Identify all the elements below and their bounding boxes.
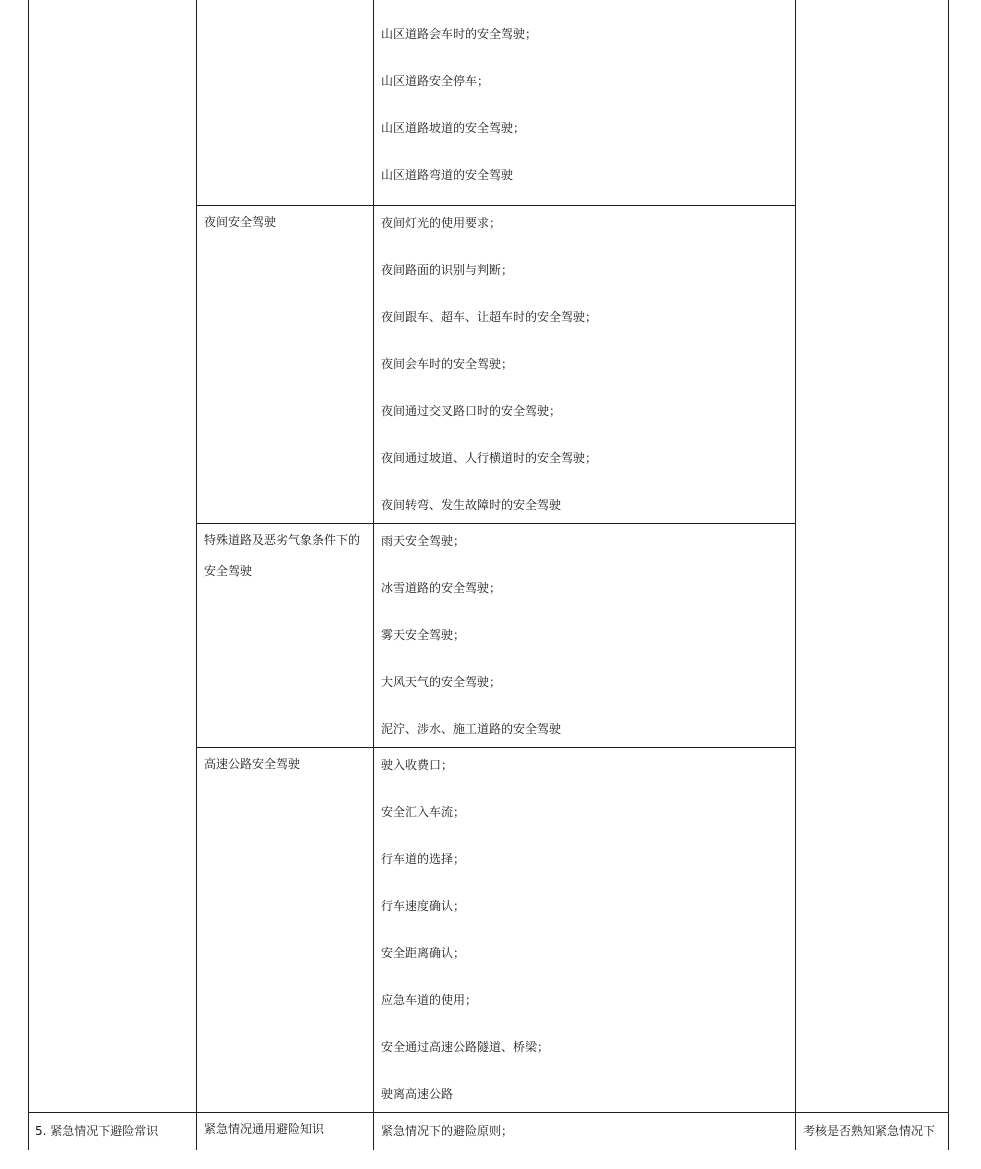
list-item: 山区道路安全停车； <box>381 74 490 88</box>
table-left-border <box>28 0 29 1150</box>
topic-label: 紧急情况通用避险知识 <box>204 1122 325 1136</box>
list-item: 驶离高速公路 <box>381 1087 454 1101</box>
list-item: 安全汇入车流； <box>381 805 466 819</box>
list-item: 冰雪道路的安全驾驶； <box>381 581 502 595</box>
column-divider-3 <box>795 0 796 1150</box>
list-item: 夜间灯光的使用要求； <box>381 216 502 230</box>
list-item: 夜间跟车、超车、让超车时的安全驾驶； <box>381 310 598 324</box>
item-list <box>381 1122 513 1169</box>
list-item: 夜间通过交叉路口时的安全驾驶； <box>381 404 562 418</box>
list-item: 泥泞、涉水、施工道路的安全驾驶 <box>381 722 562 736</box>
category-label: 5. 紧急情况下避险常识 <box>35 1124 159 1138</box>
list-item: 夜间会车时的安全驾驶； <box>381 357 514 371</box>
column-divider-2 <box>373 0 374 1150</box>
topic-label: 高速公路安全驾驶 <box>204 757 301 771</box>
list-item: 应急车道的使用； <box>381 993 478 1007</box>
topic-label: 夜间安全驾驶 <box>204 215 277 229</box>
topic-label: 特殊道路及恶劣气象条件下的安全驾驶 <box>204 533 361 578</box>
list-item: 山区道路会车时的安全驾驶； <box>381 27 538 41</box>
list-item: 行车速度确认； <box>381 899 466 913</box>
list-item: 安全通过高速公路隧道、桥梁； <box>381 1040 550 1054</box>
list-item: 驶入收费口； <box>381 758 454 772</box>
list-item: 大风天气的安全驾驶； <box>381 675 502 689</box>
list-item: 紧急情况下的避险原则； <box>381 1124 514 1138</box>
item-list <box>381 756 549 1132</box>
list-item: 行车道的选择； <box>381 852 466 866</box>
list-item: 山区道路弯道的安全驾驶 <box>381 168 514 182</box>
list-item: 夜间通过坡道、人行横道时的安全驾驶； <box>381 451 598 465</box>
list-item: 安全距离确认； <box>381 946 466 960</box>
table-right-border <box>948 0 949 1150</box>
item-list <box>381 214 597 543</box>
list-item: 夜间转弯、发生故障时的安全驾驶 <box>381 498 562 512</box>
list-item: 夜间路面的识别与判断； <box>381 263 514 277</box>
item-list <box>381 25 537 213</box>
item-list <box>381 532 561 767</box>
requirement-text: 考核是否熟知紧急情况下 <box>803 1124 936 1138</box>
column-divider-1 <box>196 0 197 1150</box>
list-item: 雨天安全驾驶； <box>381 534 466 548</box>
list-item: 山区道路坡道的安全驾驶； <box>381 121 526 135</box>
list-item: 雾天安全驾驶； <box>381 628 466 642</box>
